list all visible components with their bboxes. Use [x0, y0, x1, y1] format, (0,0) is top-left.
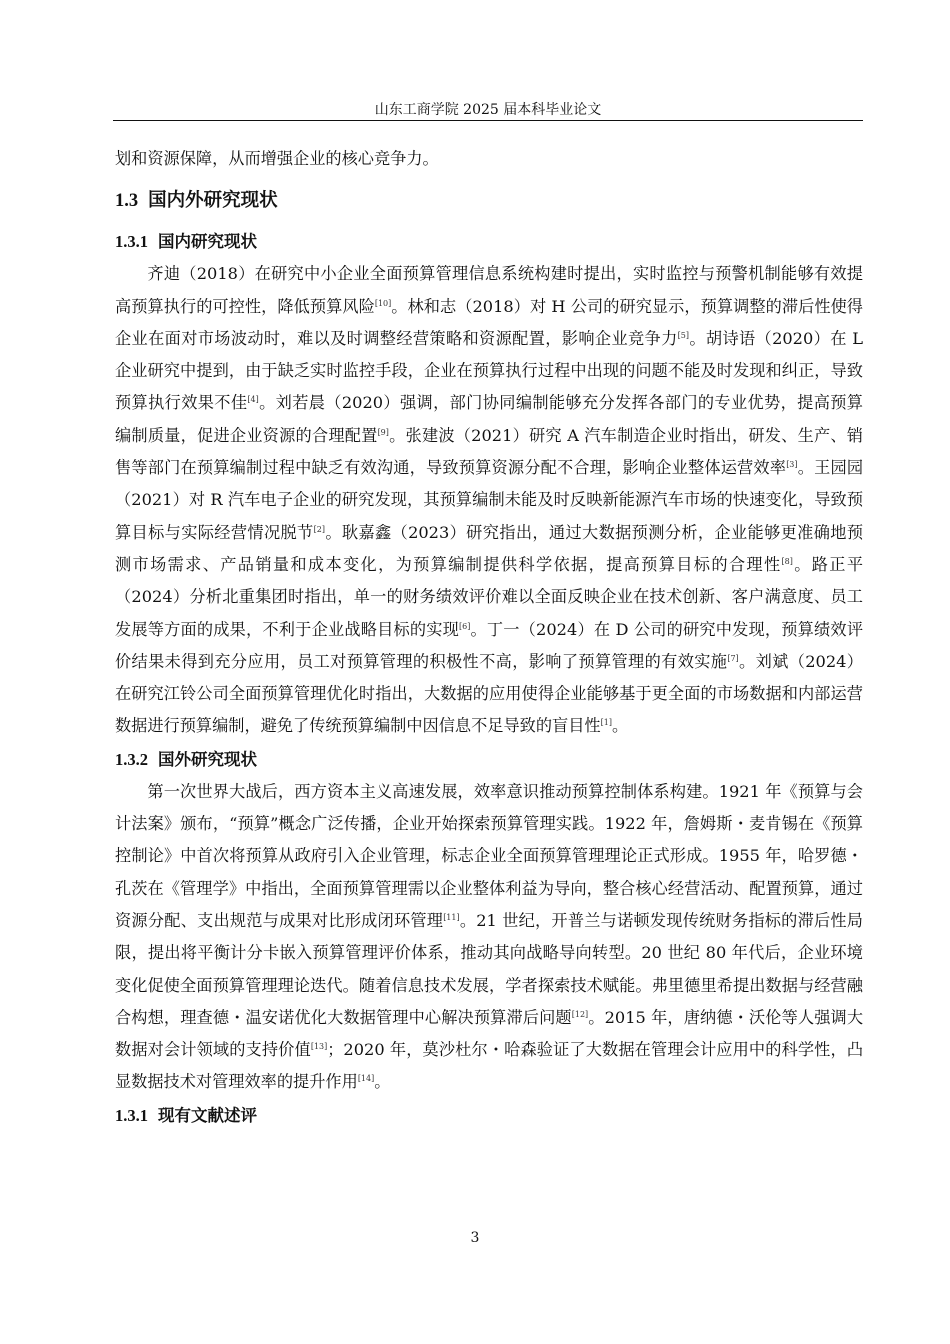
- running-header: 山东工商学院 2025 届本科毕业论文: [374, 102, 602, 118]
- section-heading-1-3: [115, 185, 863, 217]
- subsection-heading-1-3-2: [115, 743, 863, 776]
- subsection-heading-1-3-1: [115, 225, 863, 258]
- section-number: 1.3: [115, 191, 139, 212]
- citation: [11]: [443, 912, 460, 922]
- citation: [6]: [459, 621, 471, 631]
- page-number: 3: [470, 1230, 480, 1246]
- citation: [2]: [313, 524, 325, 534]
- subsection-number: 1.3.1: [115, 232, 148, 252]
- section-title: 国内外研究现状: [148, 191, 278, 212]
- subsection-title: 国内研究现状: [158, 232, 257, 252]
- subsection-heading-literature-review: [115, 1099, 863, 1132]
- subsection-title: 国外研究现状: [158, 749, 257, 769]
- subsection-number: 1.3.2: [115, 749, 148, 769]
- citation: [14]: [357, 1074, 375, 1084]
- header-rule: [113, 120, 863, 121]
- page-body: [115, 143, 863, 1132]
- citation: [9]: [377, 427, 389, 437]
- citation: [12]: [571, 1009, 589, 1019]
- foreign-research-paragraph: 第一次世界大战后，西方资本主义高速发展，效率意识推动预算控制体系构建。1921 年《预算与会计法案》颁布，“预算”概念广泛传播，企业开始探索预算管理实践。1922 年，詹姆斯・麦肯锡在《预算控制论》中首次将预算从政府引入企业管理，标志企业全面预算管理理论正式形成。1955 年，哈罗德・孔茨在《管理学》中指出，全面预算管理需以企业整体利益为导向，整合核心经营活动、配置预算，通过资源分配、支出规范与成果对比形成闭环管理[11]。21 世纪，开普兰与诺顿发现传统财务指标的滞后性局限，提出将平衡计分卡嵌入预算管理评价体系，推动其向战略导向转型。20 世纪 80 年代后，企业环境变化促使全面预算管理理论迭代。随着信息技术发展，学者探索技术赋能。弗里德里希提出数据与经营融合构想，理查德・温安诺优化大数据管理中心解决预算滞后问题[12]。2015 年，唐纳德・沃伦等人强调大数据对会计领域的支持价值[13]；2020 年，莫沙杜尔・哈森验证了大数据在管理会计应用中的科学性，凸显数据技术对管理效率的提升作用[14]。: [115, 781, 864, 1092]
- citation: [3]: [786, 460, 798, 470]
- citation: [5]: [677, 330, 689, 340]
- citation: [4]: [247, 395, 259, 405]
- citation: [7]: [727, 653, 739, 663]
- citation: [13]: [310, 1042, 328, 1052]
- citation: [10]: [374, 298, 392, 308]
- domestic-research-paragraph: 齐迪（2018）在研究中小企业全面预算管理信息系统构建时提出，实时监控与预警机制能够有效提高预算执行的可控性，降低预算风险[10]。林和志（2018）对 H 公司的研究显示，预算调整的滞后性使得企业在面对市场波动时，难以及时调整经营策略和资源配置，影响企业竞争力[5]。胡诗语（2020）在 L 企业研究中提到，由于缺乏实时监控手段，企业在预算执行过程中出现的问题不能及时发现和纠正，导致预算执行效果不佳[4]。刘若晨（2020）强调，部门协同编制能够充分发挥各部门的专业优势，提高预算编制质量，促进企业资源的合理配置[9]。张建波（2021）研究 A 汽车制造企业时指出，研发、生产、销售等部门在预算编制过程中缺乏有效沟通，导致预算资源分配不合理，影响企业整体运营效率[3]。王园园（2021）对 R 汽车电子企业的研究发现，其预算编制未能及时反映新能源汽车市场的快速变化，导致预算目标与实际经营情况脱节[2]。耿嘉鑫（2023）研究指出，通过大数据预测分析，企业能够更准确地预测市场需求、产品销量和成本变化，为预算编制提供科学依据，提高预算目标的合理性[8]。路正平（2024）分析北重集团时指出，单一的财务绩效评价难以全面反映企业在技术创新、客户满意度、员工发展等方面的成果，不利于企业战略目标的实现[6]。丁一（2024）在 D 公司的研究中发现，预算绩效评价结果未得到充分应用，员工对预算管理的积极性不高，影响了预算管理的有效实施[7]。刘斌（2024）在研究江铃公司全面预算管理优化时指出，大数据的应用使得企业能够基于更全面的市场数据和内部运营数据进行预算编制，避免了传统预算编制中因信息不足导致的盲目性[1]。: [115, 264, 864, 736]
- subsection-number: 1.3.1: [115, 1105, 148, 1125]
- subsection-title: 现有文献述评: [158, 1105, 257, 1125]
- citation: [1]: [600, 718, 612, 728]
- intro-paragraph: 划和资源保障，从而增强企业的核心竞争力。: [115, 149, 439, 168]
- citation: [8]: [781, 556, 793, 566]
